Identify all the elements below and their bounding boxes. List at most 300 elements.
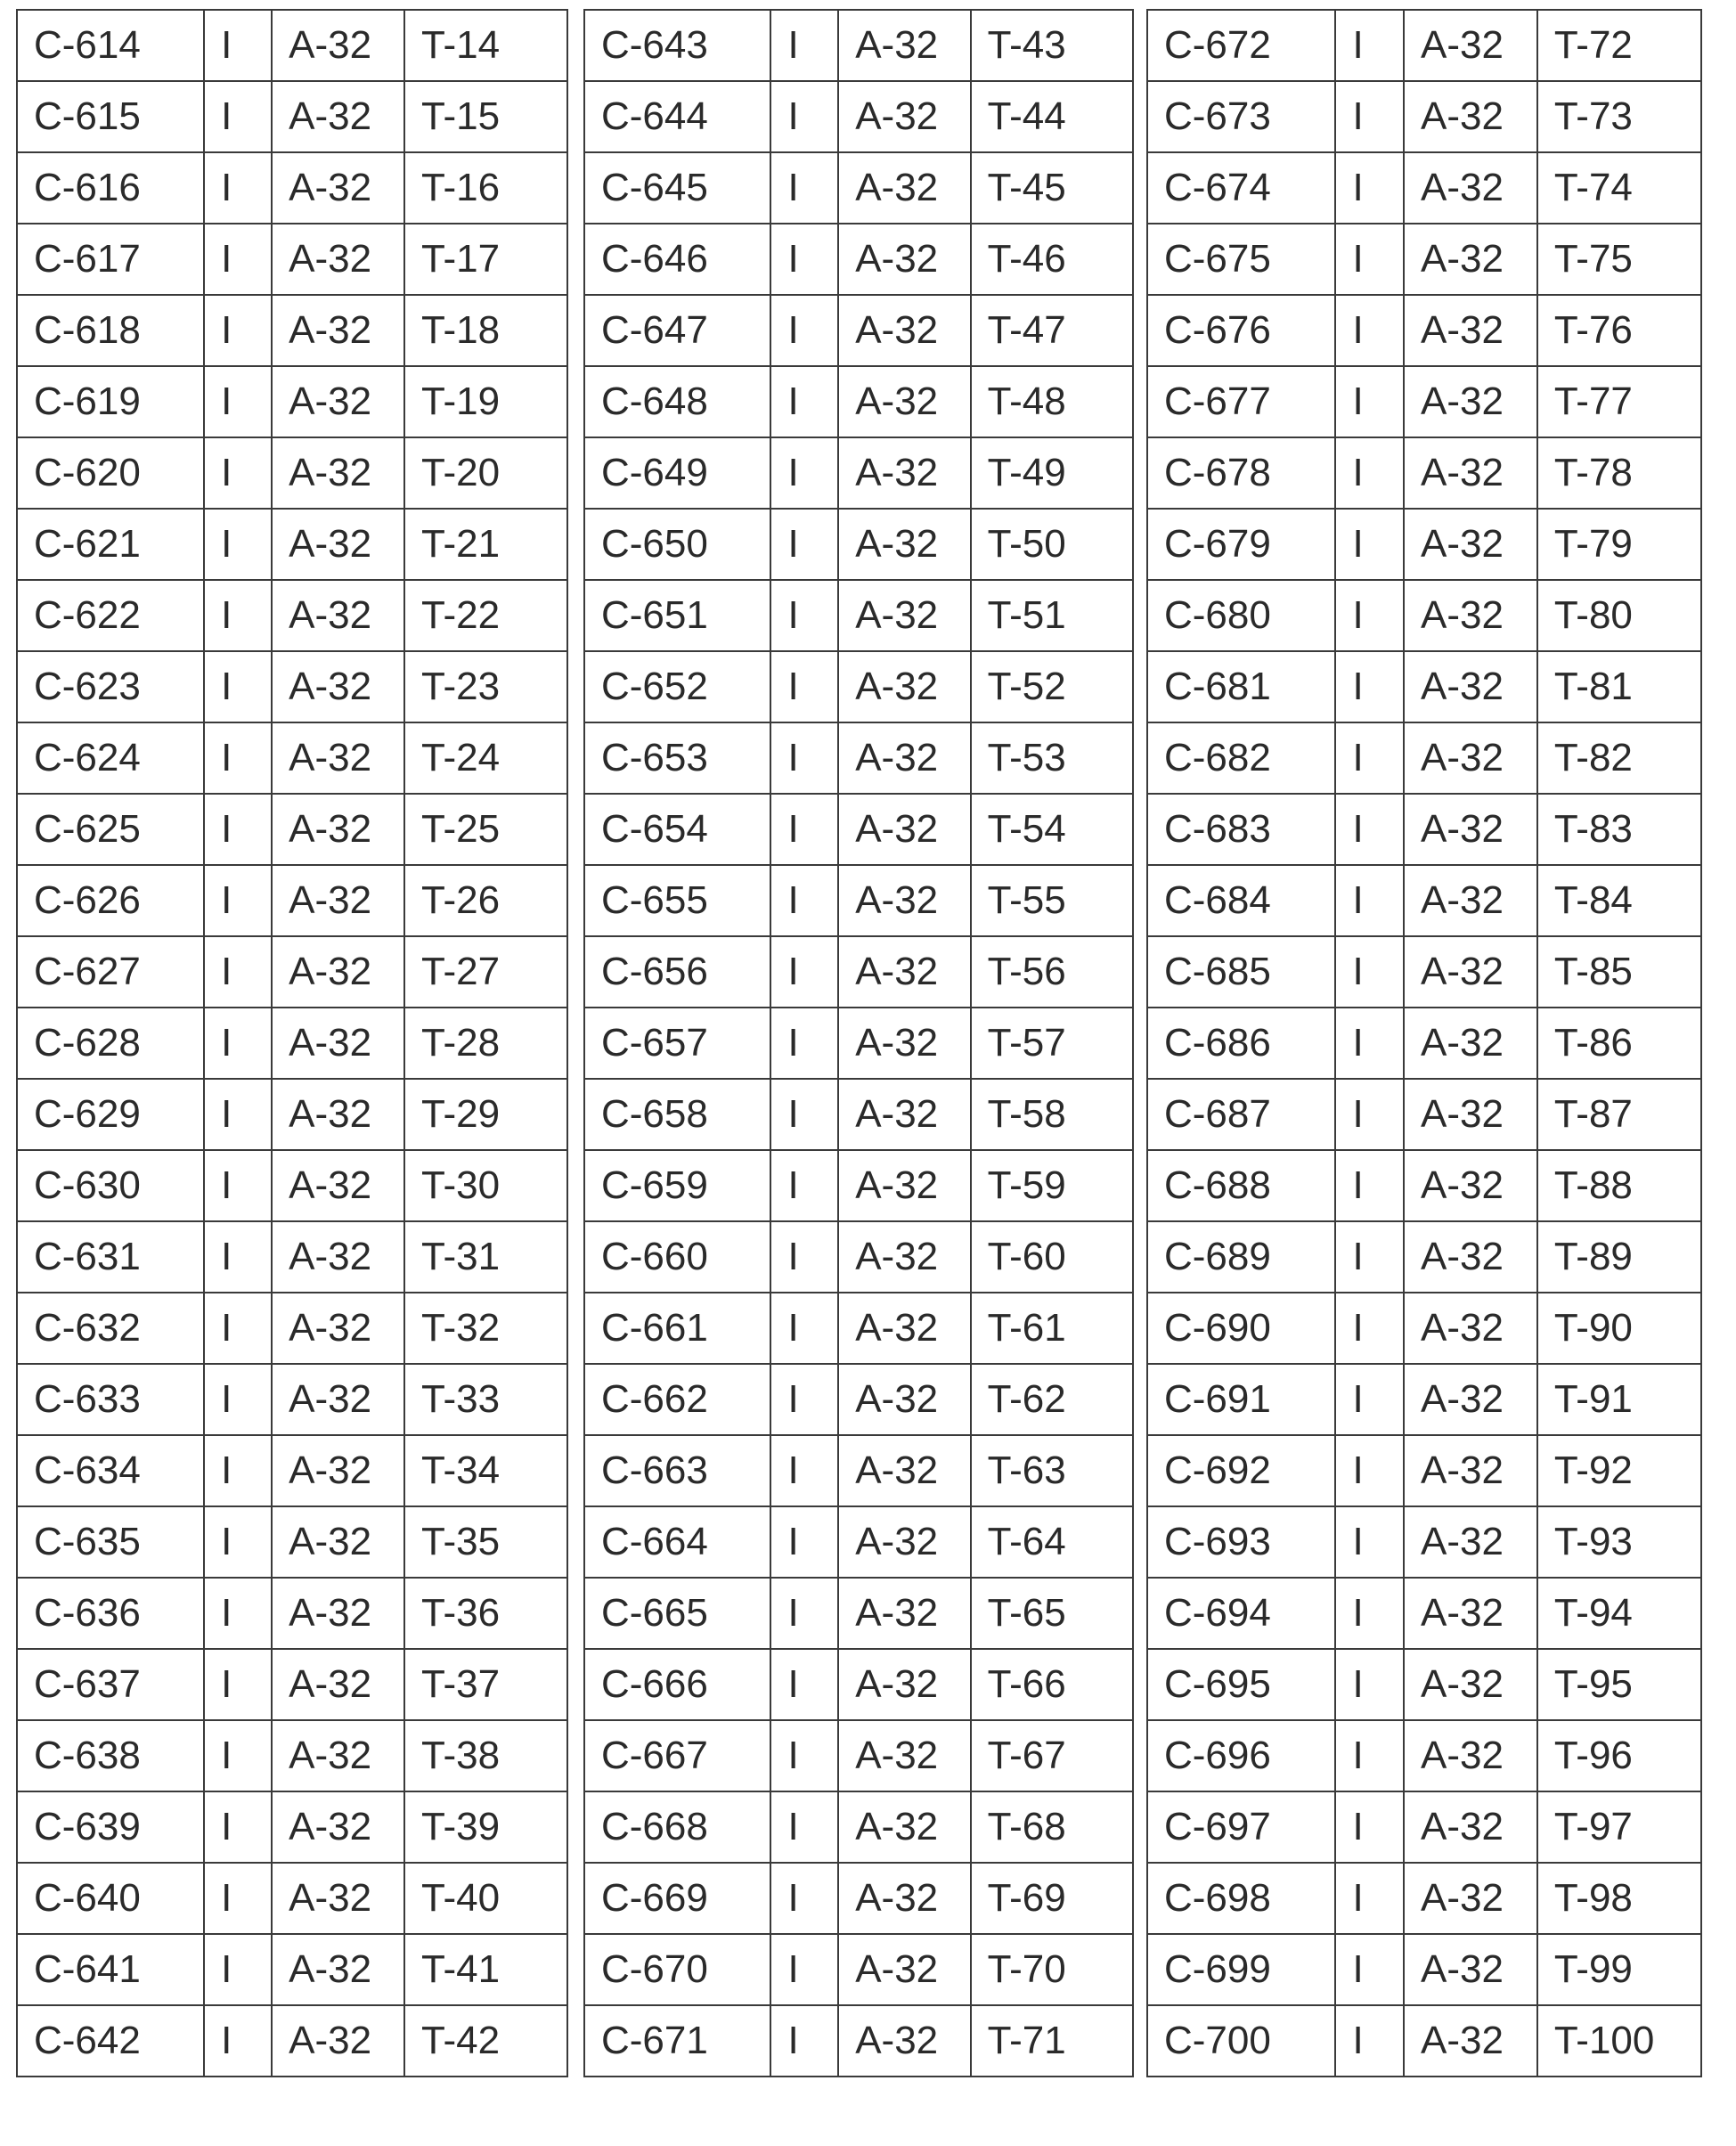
table-row bbox=[17, 1293, 567, 1364]
t-code-cell: T-62 bbox=[971, 1364, 1133, 1435]
compound-id-cell: C-696 bbox=[1147, 1720, 1335, 1791]
t-code-cell: T-34 bbox=[404, 1435, 567, 1506]
compound-id-cell: C-656 bbox=[584, 936, 770, 1008]
a-code-cell: A-32 bbox=[1404, 366, 1537, 437]
table-row bbox=[1147, 1293, 1701, 1364]
table-row bbox=[17, 1791, 567, 1863]
table-row bbox=[17, 81, 567, 152]
t-code-cell: T-67 bbox=[971, 1720, 1133, 1791]
t-code-cell: T-71 bbox=[971, 2005, 1133, 2077]
class-cell: I bbox=[204, 1150, 272, 1221]
compound-id-cell: C-662 bbox=[584, 1364, 770, 1435]
compound-id-cell: C-677 bbox=[1147, 366, 1335, 437]
table-row bbox=[17, 152, 567, 224]
table-row bbox=[17, 1364, 567, 1435]
t-code-cell: T-83 bbox=[1537, 794, 1701, 865]
table-row bbox=[17, 2005, 567, 2077]
t-code-cell: T-85 bbox=[1537, 936, 1701, 1008]
compound-id-cell: C-685 bbox=[1147, 936, 1335, 1008]
class-cell: I bbox=[1335, 295, 1404, 366]
t-code-cell: T-59 bbox=[971, 1150, 1133, 1221]
a-code-cell: A-32 bbox=[1404, 1934, 1537, 2005]
t-code-cell: T-100 bbox=[1537, 2005, 1701, 2077]
table-row bbox=[1147, 1649, 1701, 1720]
compound-id-cell: C-646 bbox=[584, 224, 770, 295]
class-cell: I bbox=[204, 1364, 272, 1435]
class-cell: I bbox=[770, 1364, 838, 1435]
t-code-cell: T-79 bbox=[1537, 509, 1701, 580]
a-code-cell: A-32 bbox=[1404, 81, 1537, 152]
a-code-cell: A-32 bbox=[838, 1435, 970, 1506]
t-code-cell: T-63 bbox=[971, 1435, 1133, 1506]
table-row bbox=[17, 1720, 567, 1791]
compound-id-cell: C-645 bbox=[584, 152, 770, 224]
compound-id-cell: C-614 bbox=[17, 10, 204, 81]
class-cell: I bbox=[204, 1506, 272, 1578]
t-code-cell: T-38 bbox=[404, 1720, 567, 1791]
compound-id-cell: C-644 bbox=[584, 81, 770, 152]
compound-id-cell: C-636 bbox=[17, 1578, 204, 1649]
t-code-cell: T-19 bbox=[404, 366, 567, 437]
class-cell: I bbox=[1335, 1008, 1404, 1079]
class-cell: I bbox=[204, 1293, 272, 1364]
compound-id-cell: C-675 bbox=[1147, 224, 1335, 295]
table-row bbox=[17, 10, 567, 81]
class-cell: I bbox=[1335, 1435, 1404, 1506]
a-code-cell: A-32 bbox=[272, 1934, 404, 2005]
compound-id-cell: C-694 bbox=[1147, 1578, 1335, 1649]
t-code-cell: T-16 bbox=[404, 152, 567, 224]
table-row bbox=[1147, 1364, 1701, 1435]
class-cell: I bbox=[204, 580, 272, 651]
class-cell: I bbox=[1335, 1364, 1404, 1435]
table-row bbox=[1147, 1079, 1701, 1150]
compound-table-2 bbox=[583, 9, 1134, 2077]
class-cell: I bbox=[204, 509, 272, 580]
compound-id-cell: C-655 bbox=[584, 865, 770, 936]
a-code-cell: A-32 bbox=[272, 1506, 404, 1578]
a-code-cell: A-32 bbox=[838, 1863, 970, 1934]
compound-id-cell: C-664 bbox=[584, 1506, 770, 1578]
class-cell: I bbox=[770, 865, 838, 936]
compound-id-cell: C-648 bbox=[584, 366, 770, 437]
a-code-cell: A-32 bbox=[838, 865, 970, 936]
table-row bbox=[584, 2005, 1133, 2077]
compound-id-cell: C-650 bbox=[584, 509, 770, 580]
a-code-cell: A-32 bbox=[272, 865, 404, 936]
table-row bbox=[1147, 2005, 1701, 2077]
class-cell: I bbox=[770, 936, 838, 1008]
a-code-cell: A-32 bbox=[838, 152, 970, 224]
a-code-cell: A-32 bbox=[272, 1791, 404, 1863]
table-row bbox=[584, 1791, 1133, 1863]
compound-id-cell: C-641 bbox=[17, 1934, 204, 2005]
class-cell: I bbox=[204, 936, 272, 1008]
a-code-cell: A-32 bbox=[838, 366, 970, 437]
compound-id-cell: C-626 bbox=[17, 865, 204, 936]
table-row bbox=[584, 1578, 1133, 1649]
table-row bbox=[584, 651, 1133, 722]
a-code-cell: A-32 bbox=[838, 224, 970, 295]
class-cell: I bbox=[770, 1150, 838, 1221]
t-code-cell: T-75 bbox=[1537, 224, 1701, 295]
table-row bbox=[1147, 936, 1701, 1008]
table-row bbox=[17, 366, 567, 437]
compound-id-cell: C-700 bbox=[1147, 2005, 1335, 2077]
compound-id-cell: C-652 bbox=[584, 651, 770, 722]
compound-id-cell: C-634 bbox=[17, 1435, 204, 1506]
t-code-cell: T-92 bbox=[1537, 1435, 1701, 1506]
compound-id-cell: C-632 bbox=[17, 1293, 204, 1364]
table-row bbox=[1147, 1008, 1701, 1079]
t-code-cell: T-14 bbox=[404, 10, 567, 81]
class-cell: I bbox=[1335, 224, 1404, 295]
compound-id-cell: C-619 bbox=[17, 366, 204, 437]
class-cell: I bbox=[770, 1008, 838, 1079]
compound-id-cell: C-617 bbox=[17, 224, 204, 295]
class-cell: I bbox=[770, 509, 838, 580]
class-cell: I bbox=[1335, 509, 1404, 580]
compound-id-cell: C-625 bbox=[17, 794, 204, 865]
compound-id-cell: C-615 bbox=[17, 81, 204, 152]
table-row bbox=[17, 1079, 567, 1150]
table-row bbox=[1147, 1506, 1701, 1578]
t-code-cell: T-57 bbox=[971, 1008, 1133, 1079]
t-code-cell: T-17 bbox=[404, 224, 567, 295]
a-code-cell: A-32 bbox=[1404, 224, 1537, 295]
table-row bbox=[17, 1221, 567, 1293]
class-cell: I bbox=[204, 1221, 272, 1293]
t-code-cell: T-69 bbox=[971, 1863, 1133, 1934]
a-code-cell: A-32 bbox=[272, 152, 404, 224]
t-code-cell: T-64 bbox=[971, 1506, 1133, 1578]
a-code-cell: A-32 bbox=[1404, 1578, 1537, 1649]
table-row bbox=[1147, 152, 1701, 224]
t-code-cell: T-68 bbox=[971, 1791, 1133, 1863]
compound-id-cell: C-687 bbox=[1147, 1079, 1335, 1150]
table-row bbox=[17, 1008, 567, 1079]
a-code-cell: A-32 bbox=[838, 295, 970, 366]
compound-id-cell: C-667 bbox=[584, 1720, 770, 1791]
table-row bbox=[584, 366, 1133, 437]
compound-id-cell: C-674 bbox=[1147, 152, 1335, 224]
t-code-cell: T-58 bbox=[971, 1079, 1133, 1150]
a-code-cell: A-32 bbox=[838, 81, 970, 152]
class-cell: I bbox=[204, 1934, 272, 2005]
class-cell: I bbox=[770, 1221, 838, 1293]
compound-id-cell: C-661 bbox=[584, 1293, 770, 1364]
t-code-cell: T-80 bbox=[1537, 580, 1701, 651]
a-code-cell: A-32 bbox=[1404, 651, 1537, 722]
table-row bbox=[1147, 295, 1701, 366]
compound-id-cell: C-665 bbox=[584, 1578, 770, 1649]
class-cell: I bbox=[770, 437, 838, 509]
table-row bbox=[17, 1150, 567, 1221]
class-cell: I bbox=[770, 295, 838, 366]
table-row bbox=[17, 224, 567, 295]
class-cell: I bbox=[204, 1720, 272, 1791]
class-cell: I bbox=[204, 722, 272, 794]
t-code-cell: T-89 bbox=[1537, 1221, 1701, 1293]
class-cell: I bbox=[1335, 580, 1404, 651]
compound-table-3 bbox=[1146, 9, 1702, 2077]
a-code-cell: A-32 bbox=[1404, 1435, 1537, 1506]
compound-id-cell: C-689 bbox=[1147, 1221, 1335, 1293]
compound-id-cell: C-660 bbox=[584, 1221, 770, 1293]
class-cell: I bbox=[204, 2005, 272, 2077]
table-row bbox=[1147, 1221, 1701, 1293]
table-row bbox=[584, 936, 1133, 1008]
compound-id-cell: C-688 bbox=[1147, 1150, 1335, 1221]
class-cell: I bbox=[1335, 865, 1404, 936]
table-row bbox=[584, 224, 1133, 295]
t-code-cell: T-53 bbox=[971, 722, 1133, 794]
a-code-cell: A-32 bbox=[1404, 295, 1537, 366]
compound-id-cell: C-659 bbox=[584, 1150, 770, 1221]
table-row bbox=[584, 580, 1133, 651]
a-code-cell: A-32 bbox=[838, 1079, 970, 1150]
compound-id-cell: C-690 bbox=[1147, 1293, 1335, 1364]
a-code-cell: A-32 bbox=[272, 1364, 404, 1435]
compound-id-cell: C-628 bbox=[17, 1008, 204, 1079]
compound-id-cell: C-668 bbox=[584, 1791, 770, 1863]
t-code-cell: T-26 bbox=[404, 865, 567, 936]
a-code-cell: A-32 bbox=[838, 1008, 970, 1079]
a-code-cell: A-32 bbox=[838, 1791, 970, 1863]
table-row bbox=[17, 580, 567, 651]
table-row bbox=[584, 1435, 1133, 1506]
a-code-cell: A-32 bbox=[1404, 1008, 1537, 1079]
class-cell: I bbox=[770, 366, 838, 437]
t-code-cell: T-73 bbox=[1537, 81, 1701, 152]
table-row bbox=[1147, 1791, 1701, 1863]
t-code-cell: T-82 bbox=[1537, 722, 1701, 794]
t-code-cell: T-29 bbox=[404, 1079, 567, 1150]
class-cell: I bbox=[204, 81, 272, 152]
a-code-cell: A-32 bbox=[272, 1720, 404, 1791]
class-cell: I bbox=[770, 651, 838, 722]
class-cell: I bbox=[770, 1863, 838, 1934]
t-code-cell: T-55 bbox=[971, 865, 1133, 936]
compound-id-cell: C-640 bbox=[17, 1863, 204, 1934]
compound-id-cell: C-684 bbox=[1147, 865, 1335, 936]
t-code-cell: T-97 bbox=[1537, 1791, 1701, 1863]
table-row bbox=[1147, 1150, 1701, 1221]
compound-id-cell: C-635 bbox=[17, 1506, 204, 1578]
compound-id-cell: C-637 bbox=[17, 1649, 204, 1720]
compound-id-cell: C-666 bbox=[584, 1649, 770, 1720]
compound-id-cell: C-657 bbox=[584, 1008, 770, 1079]
compound-id-cell: C-643 bbox=[584, 10, 770, 81]
a-code-cell: A-32 bbox=[272, 1435, 404, 1506]
t-code-cell: T-51 bbox=[971, 580, 1133, 651]
t-code-cell: T-60 bbox=[971, 1221, 1133, 1293]
a-code-cell: A-32 bbox=[272, 651, 404, 722]
a-code-cell: A-32 bbox=[272, 2005, 404, 2077]
table-row bbox=[1147, 1720, 1701, 1791]
class-cell: I bbox=[1335, 936, 1404, 1008]
class-cell: I bbox=[770, 81, 838, 152]
t-code-cell: T-70 bbox=[971, 1934, 1133, 2005]
compound-id-cell: C-630 bbox=[17, 1150, 204, 1221]
t-code-cell: T-43 bbox=[971, 10, 1133, 81]
a-code-cell: A-32 bbox=[272, 1863, 404, 1934]
t-code-cell: T-18 bbox=[404, 295, 567, 366]
a-code-cell: A-32 bbox=[272, 794, 404, 865]
t-code-cell: T-56 bbox=[971, 936, 1133, 1008]
class-cell: I bbox=[770, 1079, 838, 1150]
compound-id-cell: C-681 bbox=[1147, 651, 1335, 722]
table-row bbox=[17, 865, 567, 936]
a-code-cell: A-32 bbox=[838, 1649, 970, 1720]
class-cell: I bbox=[1335, 1934, 1404, 2005]
compound-id-cell: C-629 bbox=[17, 1079, 204, 1150]
a-code-cell: A-32 bbox=[272, 10, 404, 81]
t-code-cell: T-42 bbox=[404, 2005, 567, 2077]
t-code-cell: T-54 bbox=[971, 794, 1133, 865]
table-row bbox=[584, 1506, 1133, 1578]
compound-id-cell: C-695 bbox=[1147, 1649, 1335, 1720]
class-cell: I bbox=[1335, 1221, 1404, 1293]
table-row bbox=[1147, 224, 1701, 295]
t-code-cell: T-47 bbox=[971, 295, 1133, 366]
class-cell: I bbox=[204, 1008, 272, 1079]
class-cell: I bbox=[204, 152, 272, 224]
t-code-cell: T-28 bbox=[404, 1008, 567, 1079]
a-code-cell: A-32 bbox=[838, 1364, 970, 1435]
table-row bbox=[1147, 366, 1701, 437]
a-code-cell: A-32 bbox=[838, 794, 970, 865]
table-row bbox=[17, 1863, 567, 1934]
compound-id-cell: C-671 bbox=[584, 2005, 770, 2077]
compound-id-cell: C-680 bbox=[1147, 580, 1335, 651]
t-code-cell: T-45 bbox=[971, 152, 1133, 224]
class-cell: I bbox=[1335, 1079, 1404, 1150]
t-code-cell: T-95 bbox=[1537, 1649, 1701, 1720]
table-row bbox=[17, 295, 567, 366]
t-code-cell: T-88 bbox=[1537, 1150, 1701, 1221]
compound-id-cell: C-691 bbox=[1147, 1364, 1335, 1435]
compound-id-cell: C-638 bbox=[17, 1720, 204, 1791]
compound-id-cell: C-618 bbox=[17, 295, 204, 366]
a-code-cell: A-32 bbox=[838, 1293, 970, 1364]
a-code-cell: A-32 bbox=[838, 1221, 970, 1293]
table-row bbox=[17, 722, 567, 794]
t-code-cell: T-39 bbox=[404, 1791, 567, 1863]
t-code-cell: T-86 bbox=[1537, 1008, 1701, 1079]
table-row bbox=[1147, 509, 1701, 580]
table-row bbox=[17, 1506, 567, 1578]
table-row bbox=[584, 1863, 1133, 1934]
table-row bbox=[17, 794, 567, 865]
t-code-cell: T-50 bbox=[971, 509, 1133, 580]
class-cell: I bbox=[204, 1435, 272, 1506]
a-code-cell: A-32 bbox=[272, 722, 404, 794]
table-row bbox=[17, 509, 567, 580]
t-code-cell: T-98 bbox=[1537, 1863, 1701, 1934]
compound-id-cell: C-620 bbox=[17, 437, 204, 509]
compound-id-cell: C-623 bbox=[17, 651, 204, 722]
table-row bbox=[584, 1293, 1133, 1364]
a-code-cell: A-32 bbox=[272, 437, 404, 509]
t-code-cell: T-93 bbox=[1537, 1506, 1701, 1578]
a-code-cell: A-32 bbox=[272, 1221, 404, 1293]
a-code-cell: A-32 bbox=[272, 936, 404, 1008]
a-code-cell: A-32 bbox=[272, 1008, 404, 1079]
class-cell: I bbox=[1335, 10, 1404, 81]
a-code-cell: A-32 bbox=[838, 1506, 970, 1578]
a-code-cell: A-32 bbox=[272, 224, 404, 295]
compound-id-cell: C-683 bbox=[1147, 794, 1335, 865]
t-code-cell: T-90 bbox=[1537, 1293, 1701, 1364]
t-code-cell: T-23 bbox=[404, 651, 567, 722]
table-row bbox=[17, 651, 567, 722]
t-code-cell: T-99 bbox=[1537, 1934, 1701, 2005]
t-code-cell: T-77 bbox=[1537, 366, 1701, 437]
t-code-cell: T-46 bbox=[971, 224, 1133, 295]
compound-id-cell: C-653 bbox=[584, 722, 770, 794]
class-cell: I bbox=[204, 366, 272, 437]
a-code-cell: A-32 bbox=[1404, 580, 1537, 651]
t-code-cell: T-35 bbox=[404, 1506, 567, 1578]
t-code-cell: T-84 bbox=[1537, 865, 1701, 936]
a-code-cell: A-32 bbox=[838, 509, 970, 580]
class-cell: I bbox=[204, 1791, 272, 1863]
class-cell: I bbox=[770, 2005, 838, 2077]
t-code-cell: T-20 bbox=[404, 437, 567, 509]
t-code-cell: T-21 bbox=[404, 509, 567, 580]
table-row bbox=[17, 1435, 567, 1506]
class-cell: I bbox=[204, 10, 272, 81]
compound-id-cell: C-682 bbox=[1147, 722, 1335, 794]
t-code-cell: T-49 bbox=[971, 437, 1133, 509]
table-row bbox=[1147, 580, 1701, 651]
table-row bbox=[17, 437, 567, 509]
table-row bbox=[1147, 437, 1701, 509]
t-code-cell: T-33 bbox=[404, 1364, 567, 1435]
class-cell: I bbox=[1335, 794, 1404, 865]
compound-id-cell: C-670 bbox=[584, 1934, 770, 2005]
table-row bbox=[584, 1150, 1133, 1221]
t-code-cell: T-72 bbox=[1537, 10, 1701, 81]
class-cell: I bbox=[1335, 1791, 1404, 1863]
compound-id-cell: C-651 bbox=[584, 580, 770, 651]
compound-id-cell: C-679 bbox=[1147, 509, 1335, 580]
table-row bbox=[584, 865, 1133, 936]
table-row bbox=[584, 437, 1133, 509]
compound-id-cell: C-676 bbox=[1147, 295, 1335, 366]
class-cell: I bbox=[770, 1293, 838, 1364]
class-cell: I bbox=[1335, 2005, 1404, 2077]
compound-id-cell: C-697 bbox=[1147, 1791, 1335, 1863]
class-cell: I bbox=[1335, 1150, 1404, 1221]
class-cell: I bbox=[1335, 1293, 1404, 1364]
compound-id-cell: C-633 bbox=[17, 1364, 204, 1435]
a-code-cell: A-32 bbox=[272, 1649, 404, 1720]
t-code-cell: T-52 bbox=[971, 651, 1133, 722]
compound-id-cell: C-654 bbox=[584, 794, 770, 865]
t-code-cell: T-15 bbox=[404, 81, 567, 152]
class-cell: I bbox=[204, 1079, 272, 1150]
compound-id-cell: C-647 bbox=[584, 295, 770, 366]
table-row bbox=[584, 1221, 1133, 1293]
t-code-cell: T-78 bbox=[1537, 437, 1701, 509]
class-cell: I bbox=[770, 794, 838, 865]
table-row bbox=[1147, 1934, 1701, 2005]
t-code-cell: T-91 bbox=[1537, 1364, 1701, 1435]
compound-id-cell: C-663 bbox=[584, 1435, 770, 1506]
class-cell: I bbox=[1335, 1720, 1404, 1791]
